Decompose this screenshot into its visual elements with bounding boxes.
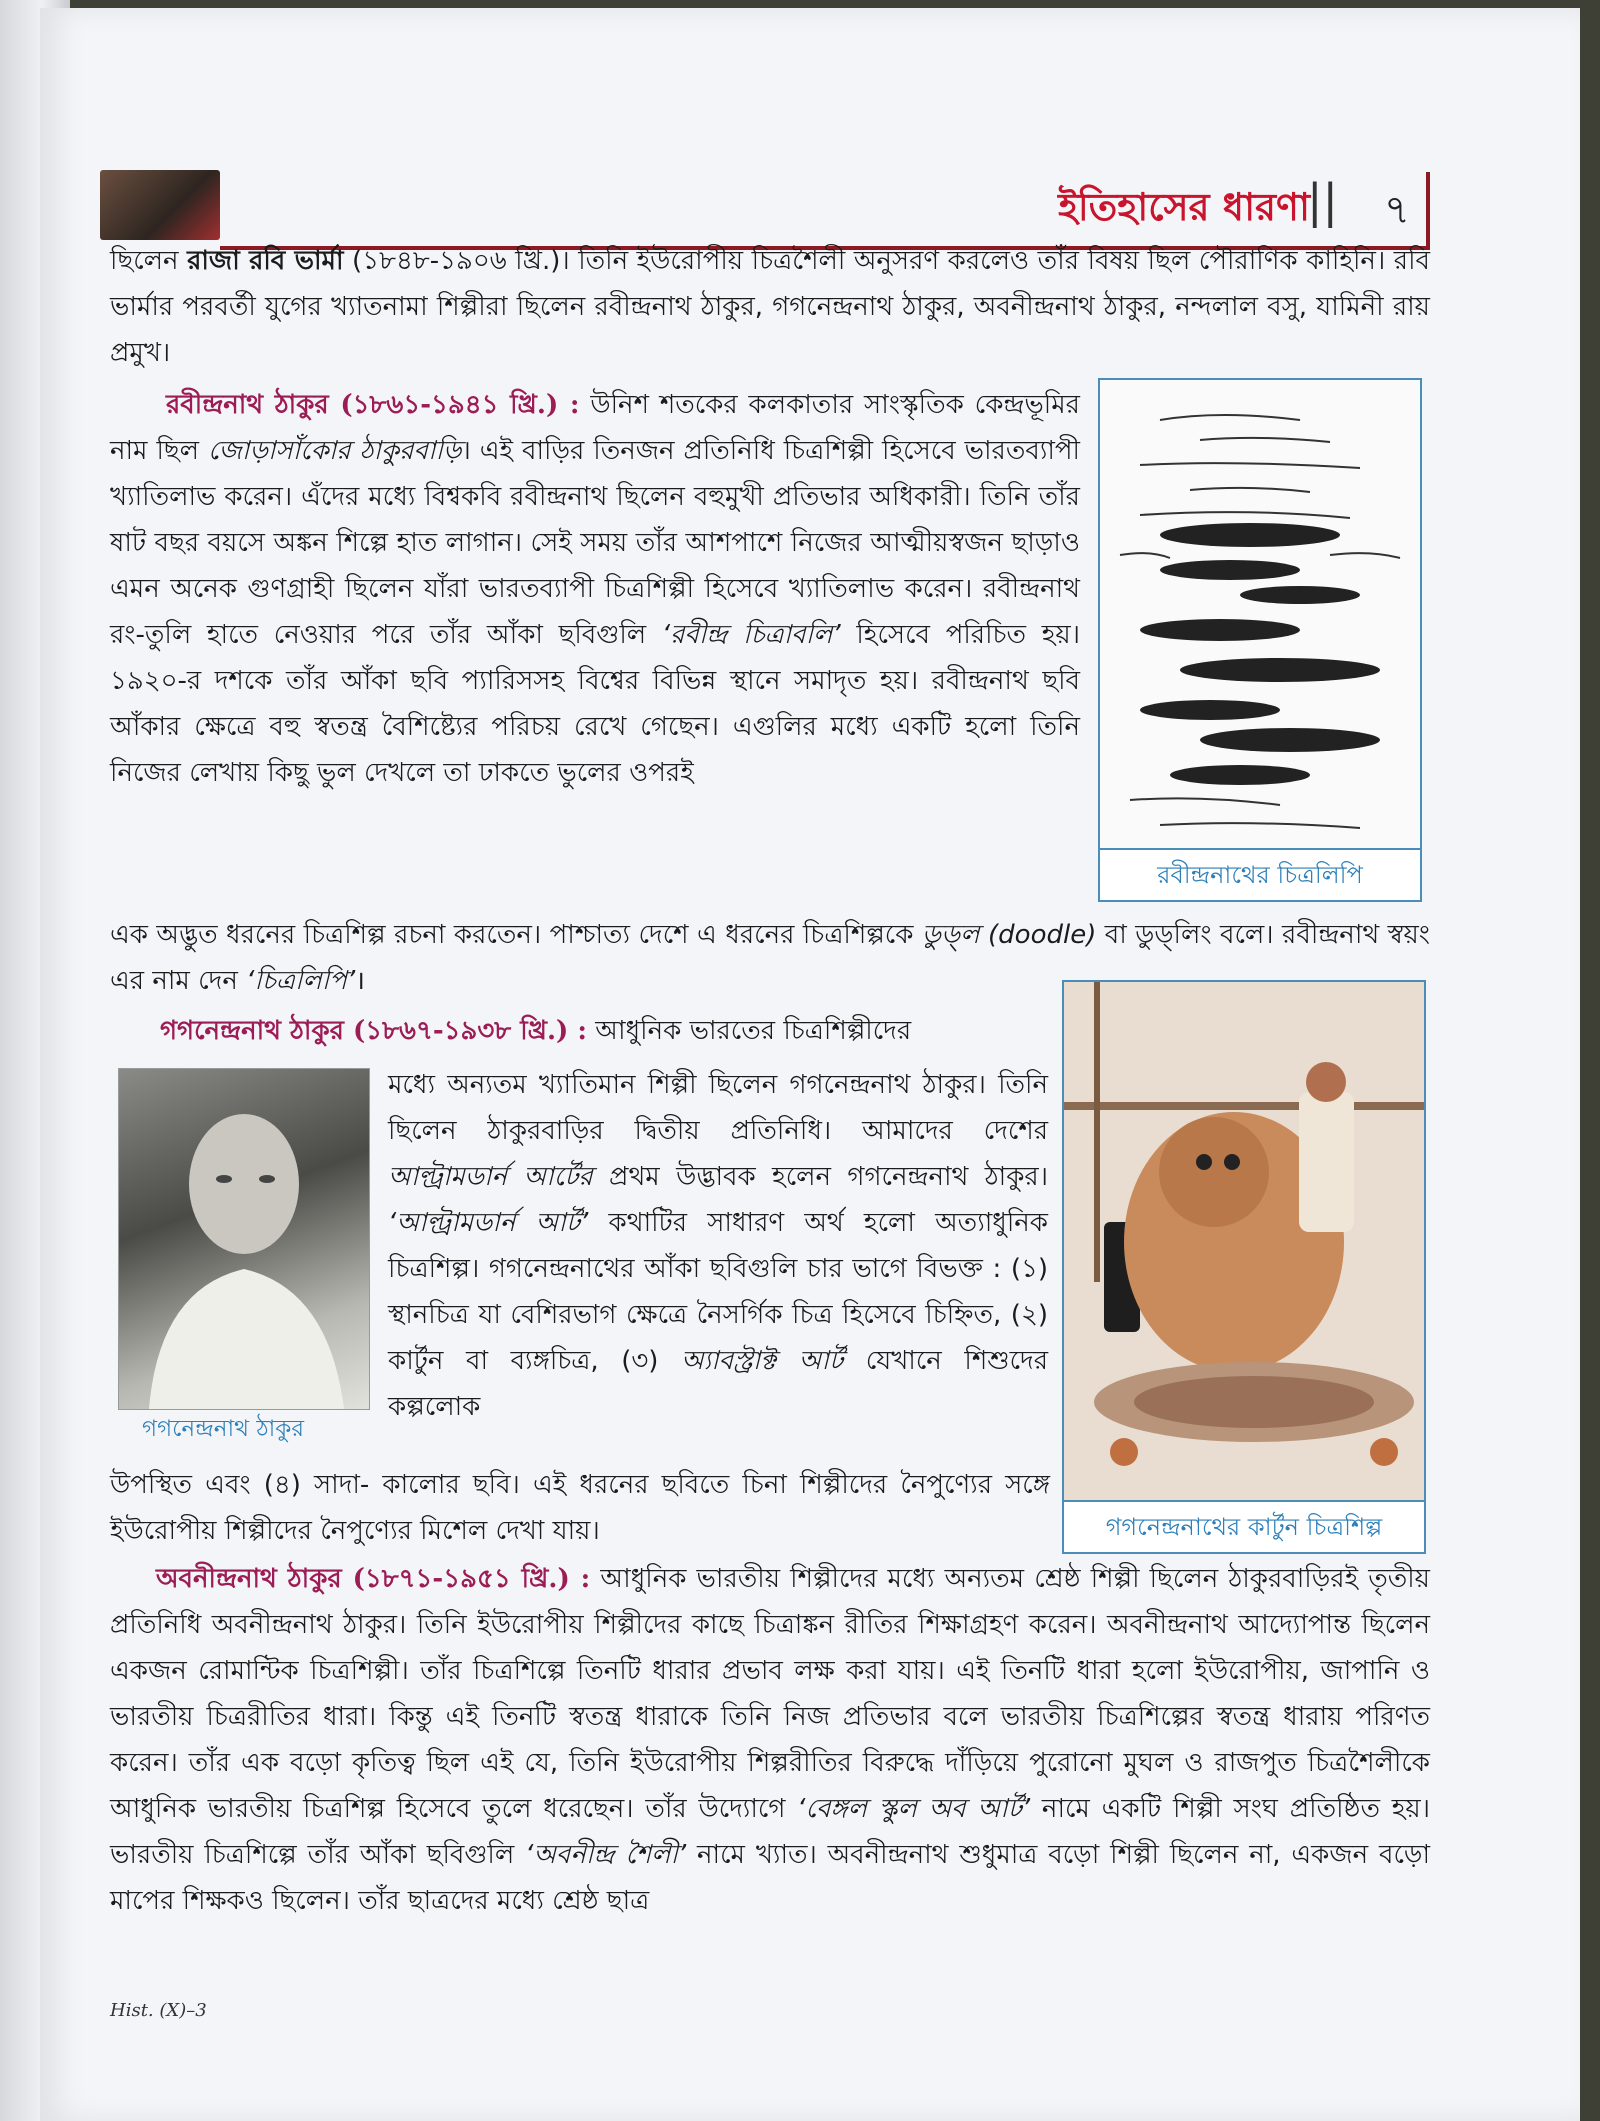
gaganendranath-continuation [110, 1462, 1050, 1554]
chitralipi-term: ‘চিত্রলিপি’ [246, 966, 356, 996]
abanindranath-text-3: নামে খ্যাত। অবনীন্দ্রনাথ শুধুমাত্র বড়ো শিল্পী ছিলেন না, একজন বড়ো মাপের শিক্ষকও ছিলেন। তাঁর ছাত্রদের মধ্যে শ্রেষ্ঠ ছাত্র [110, 1840, 1431, 1916]
portrait-image [119, 1069, 369, 1409]
rabindranath-cont-text-2: বা ডুড্‌লিং বলে। রবীন্দ্রনাথ স্বয়ং এর নাম দেন [110, 920, 1430, 996]
abanindranath-text-1: আধুনিক ভারতীয় শিল্পীদের মধ্যে অন্যতম শ্রেষ্ঠ শিল্পী ছিলেন ঠাকুরবাড়িরই তৃতীয় প্রতিনিধি অবনীন্দ্রনাথ ঠাকুর। তিনি ইউরোপীয় শিল্পীদের কাছে চিত্রাঙ্কন রীতির শিক্ষাগ্রহণ করেন। অবনীন্দ্রনাথ আদ্যোপান্ত ছিলেন একজন রোমান্টিক চিত্রশিল্পী। তাঁর চিত্রশিল্পে তিনটি ধারার প্রভাব লক্ষ করা যায়। এই তিনটি ধারা হলো ইউরোপীয়, জাপানি ও ভারতীয় চিত্ররীতির ধারা। কিন্তু এই তিনটি স্বতন্ত্র ধারাকে তিনি নিজ প্রতিভার বলে ভারতীয় চিত্রশিল্পের স্বতন্ত্র ধারায় পরিণত করেন। তাঁর এক বড়ো কৃতিত্ব ছিল এই যে, তিনি ইউরোপীয় শিল্পরীতির বিরুদ্ধে দাঁড়িয়ে পুরোনো মুঘল ও রাজপুত চিত্রশৈলীকে আধুনিক ভারতীয় চিত্রশিল্প হিসেবে তুলে ধরেছেন। তাঁর উদ্যোগে [110, 1564, 1430, 1824]
intro-text-b: (১৮৪৮-১৯০৬ খ্রি.)। তিনি ইউরোপীয় চিত্রশৈলী অনুসরণ করলেও তাঁর বিষয় ছিল পৌরাণিক কাহিনি। রবি ভার্মার পরবর্তী যুগের খ্যাতনামা শিল্পীরা ছিলেন রবীন্দ্রনাথ ঠাকুর, গগনেন্দ্রনাথ ঠাকুর, অবনীন্দ্রনাথ ঠাকুর, নন্দলাল বসু, যামিনী রায় প্রমুখ। [110, 246, 1430, 368]
rabindranath-italic-2: ‘রবীন্দ্র চিত্রাবলি’ [661, 620, 841, 650]
abanindranath-paragraph [110, 1556, 1430, 1924]
rabindranath-text-3: হিসেবে পরিচিত হয়। ১৯২০-র দশকে তাঁর আঁকা ছবি প্যারিসসহ বিশ্বের বিভিন্ন স্থানে সমাদৃত হয়। রবীন্দ্রনাথ ছবি আঁকার ক্ষেত্রে বহু স্বতন্ত্র বৈশিষ্ট্যের পরিচয় রেখে গেছেন। এগুলির মধ্যে একটি হলো তিনি নিজের লেখায় কিছু ভুল দেখলে তা ঢাকতে ভুলের ওপরই [110, 620, 1081, 788]
gaganendranath-text-5: যেখানে শিশুদের কল্পলোক [388, 1346, 1049, 1422]
intro-bold-name: রাজা রবি ভার্মা [187, 246, 344, 276]
gaganendranath-photo [118, 1068, 370, 1410]
bengal-school-term: ‘বেঙ্গল স্কুল অব আর্ট’ [797, 1794, 1031, 1824]
gaganendranath-paragraph [388, 1062, 1048, 1430]
chitralipi-caption: রবীন্দ্রনাথের চিত্রলিপি [1100, 848, 1420, 900]
gaganendranath-text-1: আধুনিক ভারতের চিত্রশিল্পীদের [587, 1016, 912, 1046]
page-footer: Hist. (X)–3 [110, 2000, 207, 2021]
chitralipi-image [1100, 380, 1420, 848]
rabindranath-heading: রবীন্দ্রনাথ ঠাকুর (১৮৬১-১৯৪১ খ্রি.) : [166, 390, 580, 420]
header-decoration-image [100, 170, 220, 240]
header-separator: || [1307, 174, 1338, 228]
doodle-term: ডুড্‌ল (doodle) [921, 920, 1097, 950]
cartoon-figure [1062, 980, 1426, 1554]
gaganendranath-photo-caption: গগনেন্দ্রনাথ ঠাকুর [142, 1416, 305, 1442]
abanindranath-heading: অবনীন্দ্রনাথ ঠাকুর (১৮৭১-১৯৫১ খ্রি.) : [156, 1564, 591, 1594]
intro-paragraph [110, 238, 1430, 376]
gaganendranath-text-3: প্রথম উদ্ভাবক হলেন গগনেন্দ্রনাথ ঠাকুর। [592, 1162, 1048, 1192]
page-number: ৭ [1383, 187, 1410, 233]
gaganendranath-heading-line [110, 1008, 1060, 1054]
abanindra-style-term: ‘অবনীন্দ্র শৈলী’ [525, 1840, 687, 1870]
rabindranath-italic-1: জোড়াসাঁকোর ঠাকুরবাড়ি [207, 436, 462, 466]
rabindranath-cont-text-3: । [355, 966, 365, 996]
cartoon-image [1064, 982, 1424, 1500]
gaganendranath-italic-1: আল্ট্রামডার্ন আর্টের [388, 1162, 593, 1192]
chapter-title: ইতিহাসের ধারণা [1058, 184, 1310, 229]
rabindranath-text-1: উনিশ শতকের কলকাতার সাংস্কৃতিক কেন্দ্রভূমির নাম ছিল [110, 390, 1080, 466]
gaganendranath-heading: গগনেন্দ্রনাথ ঠাকুর (১৮৬৭-১৯৩৮ খ্রি.) : [160, 1016, 587, 1046]
rabindranath-text-2: । এই বাড়ির তিনজন প্রতিনিধি চিত্রশিল্পী হিসেবে ভারতব্যাপী খ্যাতিলাভ করেন। এঁদের মধ্যে বিশ্বকবি রবীন্দ্রনাথ ছিলেন বহুমুখী প্রতিভার অধিকারী। তিনি তাঁর ষাট বছর বয়সে অঙ্কন শিল্পে হাত লাগান। সেই সময় তাঁর আশপাশে নিজের আত্মীয়স্বজন ছাড়াও এমন অনেক গুণগ্রাহী ছিলেন যাঁরা ভারতব্যাপী চিত্রশিল্পী হিসেবে খ্যাতিলাভ করেন। রবীন্দ্রনাথ রং-তুলি হাতে নেওয়ার পরে তাঁর আঁকা ছবিগুলি [110, 436, 1080, 650]
abanindranath-text-2: নামে একটি শিল্পী সংঘ প্রতিষ্ঠিত হয়। ভারতীয় চিত্রশিল্পে তাঁর আঁকা ছবিগুলি [110, 1794, 1430, 1870]
intro-text-a: ছিলেন [110, 246, 188, 276]
gaganendranath-italic-2: ‘আল্ট্রামডার্ন আর্ট’ [388, 1208, 589, 1238]
rabindranath-paragraph [110, 382, 1080, 796]
rabindranath-cont-text: এক অদ্ভুত ধরনের চিত্রশিল্প রচনা করতেন। পাশ্চাত্য দেশে এ ধরনের চিত্রশিল্পকে [110, 920, 922, 950]
gaganendranath-text-2: মধ্যে অন্যতম খ্যাতিমান শিল্পী ছিলেন গগনেন্দ্রনাথ ঠাকুর। তিনি ছিলেন ঠাকুরবাড়ির দ্বিতীয় প্রতিনিধি। আমাদের দেশের [388, 1070, 1048, 1146]
gaganendranath-text-4: কথাটির সাধারণ অর্থ হলো অত্যাধুনিক চিত্রশিল্প। গগনেন্দ্রনাথের আঁকা ছবিগুলি চার ভাগে বিভক্ত : (১) স্থানচিত্র যা বেশিরভাগ ক্ষেত্রে নৈসর্গিক চিত্র হিসেবে চিহ্নিত, (২) কার্টুন বা ব্যঙ্গচিত্র, (৩) [388, 1208, 1048, 1376]
gaganendranath-cont-text: উপস্থিত এবং (৪) সাদা- কালোর ছবি। এই ধরনের ছবিতে চিনা শিল্পীদের নৈপুণ্যের সঙ্গে ইউরোপীয় শিল্পীদের নৈপুণ্যের মিশেল দেখা যায়। [110, 1470, 1050, 1546]
chitralipi-figure [1098, 378, 1422, 902]
cartoon-caption: গগনেন্দ্রনাথের কার্টুন চিত্রশিল্প [1064, 1500, 1424, 1552]
gaganendranath-italic-3: অ্যাবস্ট্রাক্ট আর্ট [681, 1346, 844, 1376]
